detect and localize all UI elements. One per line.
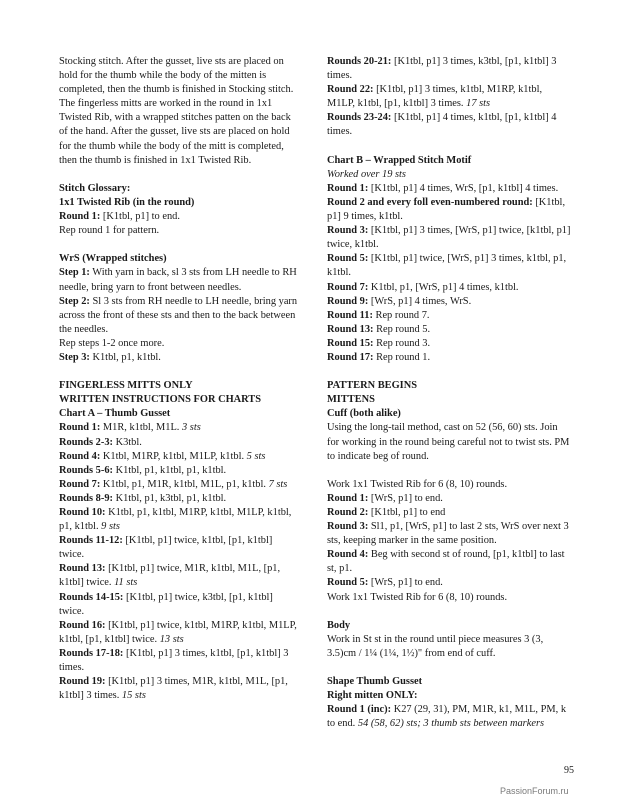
italic-run: 13 sts	[159, 633, 184, 645]
text-run: Using the long-tail method, cast on 52 (56, 60) sts. Join for working in the round being careful not to twist sts. PM to indicate beg of round.	[327, 422, 570, 462]
text-run: M1R, k1tbl, M1L.	[100, 422, 182, 434]
text-run: Rep round 7.	[372, 309, 430, 321]
italic-run: 7 sts	[268, 478, 288, 490]
paragraph	[59, 421, 299, 435]
right-column	[327, 55, 572, 732]
paragraph	[327, 591, 572, 605]
bold-run: Right mitten ONLY:	[327, 690, 418, 702]
text-run: K1tbl, p1, k1tbl.	[89, 351, 161, 363]
paragraph	[59, 252, 299, 266]
text-run: The fingerless mitts are worked in the round in 1x1 Twisted Rib, with a wrapped stitches patten on the back of the hand. After the gusset, live sts are placed on hold for the thumb while the body of the mitt is completed, then the thumb is finished in 1x1 Twisted Rib.	[59, 98, 291, 166]
paragraph	[59, 393, 299, 407]
text-run: With yarn in back, sl 3 sts from LH needle to RH needle, bring yarn to front between needles.	[59, 267, 297, 293]
paragraph	[59, 436, 299, 450]
paragraph	[59, 55, 299, 97]
paragraph	[59, 97, 299, 167]
text-run: Work 1x1 Twisted Rib for 6 (8, 10) rounds.	[327, 478, 508, 490]
paragraph	[327, 351, 572, 365]
bold-run: Round 7:	[327, 281, 369, 293]
text-run: K1tbl, p1, k1tbl, M1RP, k1tbl, M1LP, k1tbl, p1, k1tbl.	[59, 507, 292, 533]
bold-run: Step 1:	[59, 267, 90, 279]
paragraph	[327, 168, 572, 182]
text-run: Sl1, p1, [WrS, p1] to last 2 sts, WrS over next 3 sts, keeping marker in the same position.	[327, 521, 569, 547]
bold-run: Step 3:	[59, 351, 90, 363]
bold-run: Round 11:	[327, 309, 373, 321]
bold-run: Round 16:	[59, 619, 106, 631]
text-run: [K1tbl, p1] 4 times, WrS, [p1, k1tbl] 4 times.	[368, 182, 559, 194]
paragraph	[327, 703, 572, 731]
paragraph	[327, 379, 572, 393]
paragraph	[327, 224, 572, 252]
bold-run: Round 10:	[59, 507, 106, 518]
text-run: K1tbl, p1, M1R, k1tbl, M1L, p1, k1tbl.	[100, 478, 269, 490]
text-run: K1tbl, p1, [WrS, p1] 4 times, k1tbl.	[368, 281, 519, 293]
text-run: Stocking stitch. After the gusset, live sts are placed on hold for the thumb while the body of the mitten is completed, then the thumb is finished in Stocking stitch.	[59, 56, 294, 96]
text-run: [WrS, p1] to end.	[368, 492, 443, 504]
paragraph	[327, 576, 572, 590]
text-run: Beg with second st of round, [p1, k1tbl] to last st, p1.	[327, 549, 565, 575]
paragraph	[327, 281, 572, 295]
bold-run: Rounds 23-24:	[327, 112, 392, 124]
paragraph-spacer	[59, 365, 299, 379]
text-run: [K1tbl, p1] 3 times, k1tbl, [p1, k1tbl] 3 times.	[59, 647, 289, 674]
bold-run: Rounds 20-21:	[327, 56, 392, 67]
text-run: K1tbl, p1, k3tbl, p1, k1tbl.	[113, 492, 227, 504]
text-run: K1tbl, M1RP, k1tbl, M1LP, k1tbl.	[100, 450, 247, 462]
bold-run: Round 1:	[327, 492, 369, 504]
paragraph	[59, 266, 299, 294]
paragraph	[327, 478, 572, 492]
paragraph	[59, 591, 299, 619]
paragraph	[327, 520, 572, 548]
bold-run: Rounds 11-12:	[59, 535, 123, 547]
paragraph	[327, 675, 572, 689]
text-run: K27 (29, 31), PM, M1R, k1, M1L, PM, k to end.	[327, 704, 567, 730]
paragraph	[59, 675, 299, 703]
text-run: [WrS, p1] 4 times, WrS.	[368, 295, 472, 307]
italic-run: 9 sts	[101, 521, 120, 533]
italic-run: 17 sts	[466, 98, 491, 110]
paragraph	[59, 182, 299, 196]
paragraph	[59, 534, 299, 562]
bold-run: Chart B – Wrapped Stitch Motif	[327, 154, 472, 166]
text-run: [K1tbl, p1] twice, [WrS, p1] 3 times, k1tbl, p1, k1tbl.	[327, 253, 567, 279]
paragraph-spacer	[327, 140, 572, 154]
bold-run: Round 1:	[59, 211, 101, 223]
page-number: 95	[564, 765, 574, 776]
italic-run: 3 sts	[182, 422, 201, 434]
text-run: [K1tbl, p1] to end	[368, 507, 446, 518]
watermark: PassionForum.ru	[500, 786, 569, 796]
text-run: Rep steps 1-2 once more.	[59, 337, 165, 349]
paragraph	[59, 295, 299, 337]
bold-run: Rounds 14-15:	[59, 591, 124, 603]
bold-run: Round 2 and every foll even-numbered round:	[327, 196, 533, 208]
text-run: [K1tbl, p1] twice, k1tbl, M1RP, k1tbl, M1LP, k1tbl, [p1, k1tbl] twice.	[59, 619, 297, 645]
paragraph	[327, 548, 572, 576]
bold-run: Rounds 2-3:	[59, 436, 113, 448]
italic-run: 15 sts	[121, 690, 146, 702]
paragraph	[59, 379, 299, 393]
bold-run: Round 3:	[327, 225, 369, 237]
paragraph	[327, 182, 572, 196]
bold-run: Round 5:	[327, 577, 369, 589]
text-run: Rep round 3.	[373, 337, 431, 349]
text-run: [K1tbl, p1] 3 times, M1R, k1tbl, M1L, [p1, k1tbl] 3 times.	[59, 676, 288, 702]
paragraph	[327, 55, 572, 83]
paragraph	[327, 154, 572, 168]
bold-run: Round 13:	[59, 563, 106, 575]
italic-run: Worked over 19 sts	[327, 168, 406, 180]
bold-run: FINGERLESS MITTS ONLY	[59, 380, 193, 392]
paragraph	[59, 619, 299, 647]
text-run: Sl 3 sts from RH needle to LH needle, bring yarn across the front of these sts and then to the back between the needles.	[59, 295, 298, 335]
bold-run: Round 22:	[327, 84, 374, 96]
paragraph	[327, 407, 572, 421]
paragraph	[327, 196, 572, 224]
paragraph	[59, 647, 299, 675]
paragraph	[59, 407, 299, 421]
text-run: [K1tbl, p1] 4 times, k1tbl, [p1, k1tbl] 4 times.	[327, 112, 557, 138]
paragraph	[59, 351, 299, 365]
paragraph	[327, 421, 572, 463]
text-run: [K1tbl, p1] 3 times, k3tbl, [p1, k1tbl] 3 times.	[327, 56, 557, 82]
paragraph	[327, 323, 572, 337]
paragraph	[59, 492, 299, 506]
paragraph	[59, 210, 299, 224]
text-run: [K1tbl, p1] twice, k1tbl, [p1, k1tbl] twice.	[59, 535, 273, 561]
paragraph	[327, 111, 572, 139]
bold-run: Round 17:	[327, 351, 374, 363]
bold-run: Rounds 17-18:	[59, 647, 124, 659]
paragraph	[59, 464, 299, 478]
paragraph	[327, 393, 572, 407]
text-run: Work in St st in the round until piece measures 3 (3, 3.5)cm / 1¼ (1¼, 1½)" from end of cuff.	[327, 633, 544, 659]
text-run: [K1tbl, p1] to end.	[100, 211, 180, 223]
paragraph	[59, 478, 299, 492]
text-run: Rep round 1 for pattern.	[59, 225, 160, 237]
paragraph	[59, 506, 299, 534]
bold-run: WrS (Wrapped stitches)	[59, 253, 167, 265]
bold-run: Round 13:	[327, 323, 374, 335]
bold-run: Round 5:	[327, 253, 369, 265]
bold-run: Round 1:	[327, 182, 369, 194]
paragraph	[327, 689, 572, 703]
paragraph	[59, 450, 299, 464]
bold-run: Cuff (both alike)	[327, 408, 401, 420]
text-run: [K1tbl, p1] 3 times, [WrS, p1] twice, [k1tbl, p1] twice, k1tbl.	[327, 225, 571, 251]
bold-run: Round 4:	[327, 549, 369, 561]
paragraph-spacer	[59, 168, 299, 182]
paragraph-spacer	[327, 464, 572, 478]
bold-run: Round 1:	[59, 422, 101, 434]
bold-run: Stitch Glossary:	[59, 182, 131, 194]
paragraph	[327, 633, 572, 661]
paragraph	[59, 196, 299, 210]
text-run: K1tbl, p1, k1tbl, p1, k1tbl.	[113, 464, 227, 476]
paragraph-spacer	[327, 365, 572, 379]
paragraph	[59, 562, 299, 590]
paragraph	[327, 309, 572, 323]
paragraph	[327, 492, 572, 506]
text-run: Rep round 1.	[373, 351, 431, 363]
paragraph	[59, 224, 299, 238]
paragraph	[327, 252, 572, 280]
paragraph	[327, 506, 572, 520]
text-run: K3tbl.	[113, 436, 142, 448]
text-run: Work 1x1 Twisted Rib for 6 (8, 10) rounds.	[327, 591, 508, 603]
paragraph	[327, 83, 572, 111]
bold-run: Round 2:	[327, 507, 369, 518]
text-run: [K1tbl, p1] twice, k3tbl, [p1, k1tbl] twice.	[59, 591, 273, 617]
bold-run: PATTERN BEGINS	[327, 380, 417, 392]
left-column	[59, 55, 299, 703]
paragraph-spacer	[59, 238, 299, 252]
bold-run: Rounds 5-6:	[59, 464, 113, 476]
bold-run: Round 7:	[59, 478, 101, 490]
paragraph	[327, 619, 572, 633]
paragraph-spacer	[327, 605, 572, 619]
text-run: Rep round 5.	[373, 323, 431, 335]
bold-run: Chart A – Thumb Gusset	[59, 408, 171, 420]
text-run: [WrS, p1] to end.	[368, 577, 443, 589]
bold-run: Step 2:	[59, 295, 90, 307]
bold-run: WRITTEN INSTRUCTIONS FOR CHARTS	[59, 394, 262, 406]
text-run: [K1tbl, p1] 3 times, k1tbl, M1RP, k1tbl, M1LP, k1tbl, [p1, k1tbl] 3 times.	[327, 84, 543, 110]
bold-run: Round 1 (inc):	[327, 704, 392, 716]
italic-run: 11 sts	[114, 577, 138, 589]
bold-run: 1x1 Twisted Rib (in the round)	[59, 196, 195, 208]
bold-run: Shape Thumb Gusset	[327, 676, 423, 688]
bold-run: Rounds 8-9:	[59, 492, 113, 504]
paragraph-spacer	[327, 661, 572, 675]
bold-run: Body	[327, 619, 351, 631]
bold-run: Round 4:	[59, 450, 101, 462]
bold-run: Round 19:	[59, 676, 106, 688]
bold-run: Round 9:	[327, 295, 369, 307]
bold-run: MITTENS	[327, 394, 375, 406]
paragraph	[327, 337, 572, 351]
text-run: [K1tbl, p1] twice, M1R, k1tbl, M1L, [p1, k1tbl] twice.	[59, 563, 281, 589]
paragraph	[327, 295, 572, 309]
italic-run: 5 sts	[246, 450, 266, 462]
bold-run: Round 3:	[327, 521, 369, 533]
text-run: [K1tbl, p1] 9 times, k1tbl.	[327, 196, 566, 223]
paragraph	[59, 337, 299, 351]
italic-run: 54 (58, 62) sts; 3 thumb sts between markers	[357, 718, 545, 730]
bold-run: Round 15:	[327, 337, 374, 349]
